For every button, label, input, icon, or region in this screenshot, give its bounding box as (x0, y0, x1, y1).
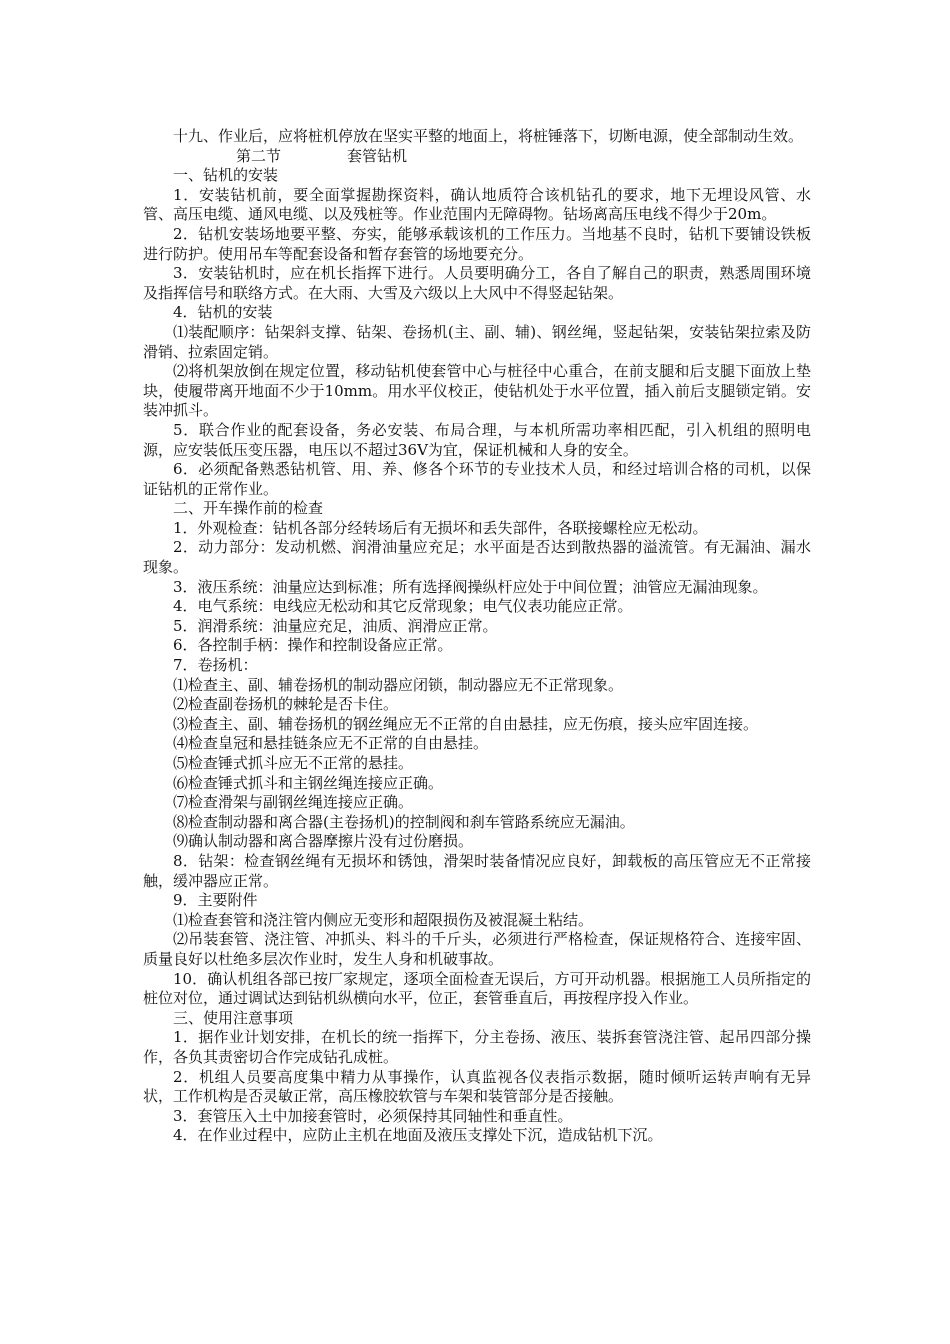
paragraph: 7．卷扬机： (173, 656, 258, 675)
section-number: 第二节 (236, 146, 282, 165)
paragraph: ⑸检查锤式抓斗应无不正常的悬挂。 (173, 754, 414, 772)
paragraph: ⑺检查滑架与副钢丝绳连接应正确。 (173, 793, 414, 812)
heading-usage-notes: 三、使用注意事项 (173, 1008, 294, 1027)
paragraph: 4．电气系统：电线应无松动和其它反常现象；电气仪表功能应正常。 (173, 597, 633, 616)
paragraph: 5．润滑系统：油量应充足，油质、润滑应正常。 (173, 616, 498, 635)
paragraph: 1．据作业计划安排，在机长的统一指挥下，分主卷扬、液压、装拆套管浇注管、起吊四部分操作，各负其责密切合作完成钻孔成桩。 (143, 1028, 811, 1066)
paragraph: 3．安装钻机时，应在机长指挥下进行。人员要明确分工，各自了解自己的职责，熟悉周围环境及指挥信号和联络方式。在大雨、大雪及六级以上大风中不得竖起钻架。 (143, 264, 811, 302)
paragraph: 1．外观检查：钻机各部分经转场后有无损坏和丢失部件，各联接螺栓应无松动。 (173, 518, 708, 537)
paragraph: 2．钻机安装场地要平整、夯实，能够承载该机的工作压力。当地基不良时，钻机下要铺设铁板进行防护。使用吊车等配套设备和暂存套管的场地要充分。 (143, 224, 811, 263)
paragraph: ⑶检查主、副、辅卷扬机的钢丝绳应无不正常的自由悬挂，应无伤痕，接头应牢固连接。 (173, 714, 759, 733)
paragraph: ⑵将机架放倒在规定位置，移动钻机使套管中心与桩径中心重合，在前支腿和后支腿下面放上垫块，使履带离开地面不少于10mm。用水平仪校正，使钻机处于水平位置，插入前后支腿锁定销。安装冲抓斗。 (143, 362, 811, 420)
paragraph: 十九、作业后，应将桩机停放在坚实平整的地面上，将桩锤落下，切断电源，使全部制动生效。 (173, 127, 804, 145)
paragraph: 6．各控制手柄：操作和控制设备应正常。 (173, 636, 453, 655)
paragraph: 2．动力部分：发动机燃、润滑油量应充足；水平面是否达到散热器的溢流管。有无漏油、漏水现象。 (143, 538, 811, 577)
paragraph: 3．液压系统：油量应达到标准；所有选择阀操纵杆应处于中间位置；油管应无漏油现象。 (173, 577, 768, 596)
paragraph: 4．钻机的安装 (173, 303, 273, 322)
paragraph: 1．安装钻机前，要全面掌握勘探资料，确认地质符合该机钻孔的要求，地下无埋设风管、水管、高压电缆、通风电缆、以及残桩等。作业范围内无障碍物。钻场离高压电线不得少于20m。 (143, 185, 811, 224)
heading-installation: 一、钻机的安装 (173, 166, 279, 185)
paragraph: ⑴装配顺序：钻架斜支撑、钻架、卷扬机(主、副、辅)、钢丝绳，竖起钻架，安装钻架拉索及防滑销、拉索固定销。 (143, 322, 811, 361)
paragraph: ⑴检查套管和浇注管内侧应无变形和超限损伤及被混凝土粘结。 (173, 910, 594, 929)
paragraph: 6．必须配备熟悉钻机管、用、养、修各个环节的专业技术人员，和经过培训合格的司机，以保证钻机的正常作业。 (143, 460, 811, 498)
paragraph: 9．主要附件 (173, 891, 258, 910)
section-title (143, 147, 811, 167)
paragraph: 3．套管压入土中加接套管时，必须保持其同轴性和垂直性。 (173, 1106, 573, 1125)
paragraph: ⑹检查锤式抓斗和主钢丝绳连接应正确。 (173, 773, 444, 792)
paragraph: 2．机组人员要高度集中精力从事操作，认真监视各仪表指示数据，随时倾听运转声响有无异状，工作机构是否灵敏正常，高压橡胶软管与车架和装管部分是否接触。 (143, 1067, 811, 1106)
paragraph: ⑵吊装套管、浇注管、冲抓头、料斗的千斤头，必须进行严格检查，保证规格符合、连接牢固、质量良好以杜绝多层次作业时，发生人身和机破事故。 (143, 930, 811, 968)
paragraph: 10．确认机组各部已按厂家规定，逐项全面检查无误后，方可开动机器。根据施工人员所指定的桩位对位，通过调试达到钻机纵横向水平，位正，套管垂直后，再按程序投入作业。 (143, 969, 811, 1008)
paragraph: ⑷检查皇冠和悬挂链条应无不正常的自由悬挂。 (173, 734, 489, 753)
paragraph: 4．在作业过程中，应防止主机在地面及液压支撑处下沉，造成钻机下沉。 (173, 1126, 663, 1145)
paragraph: 5．联合作业的配套设备，务必安装、布局合理，与本机所需功率相匹配，引入机组的照明电源，应安装低压变压器，电压以不超过36V为宜，保证机械和人身的安全。 (143, 420, 811, 459)
section-name: 套管钻机 (347, 146, 408, 165)
heading-pre-start-check: 二、开车操作前的检查 (173, 499, 324, 518)
paragraph: ⑻检查制动器和离合器(主卷扬机)的控制阀和刹车管路系统应无漏油。 (173, 812, 635, 831)
document-body (143, 127, 811, 1146)
paragraph: ⑵检查副卷扬机的棘轮是否卡住。 (173, 695, 399, 714)
paragraph: ⑴检查主、副、辅卷扬机的制动器应闭锁，制动器应无不正常现象。 (173, 675, 624, 694)
paragraph: 8．钻架：检查钢丝绳有无损坏和锈蚀，滑架时装备情况应良好，卸载板的高压管应无不正常接触，缓冲器应正常。 (143, 851, 811, 890)
paragraph: ⑼确认制动器和离合器摩擦片没有过份磨损。 (173, 832, 474, 851)
